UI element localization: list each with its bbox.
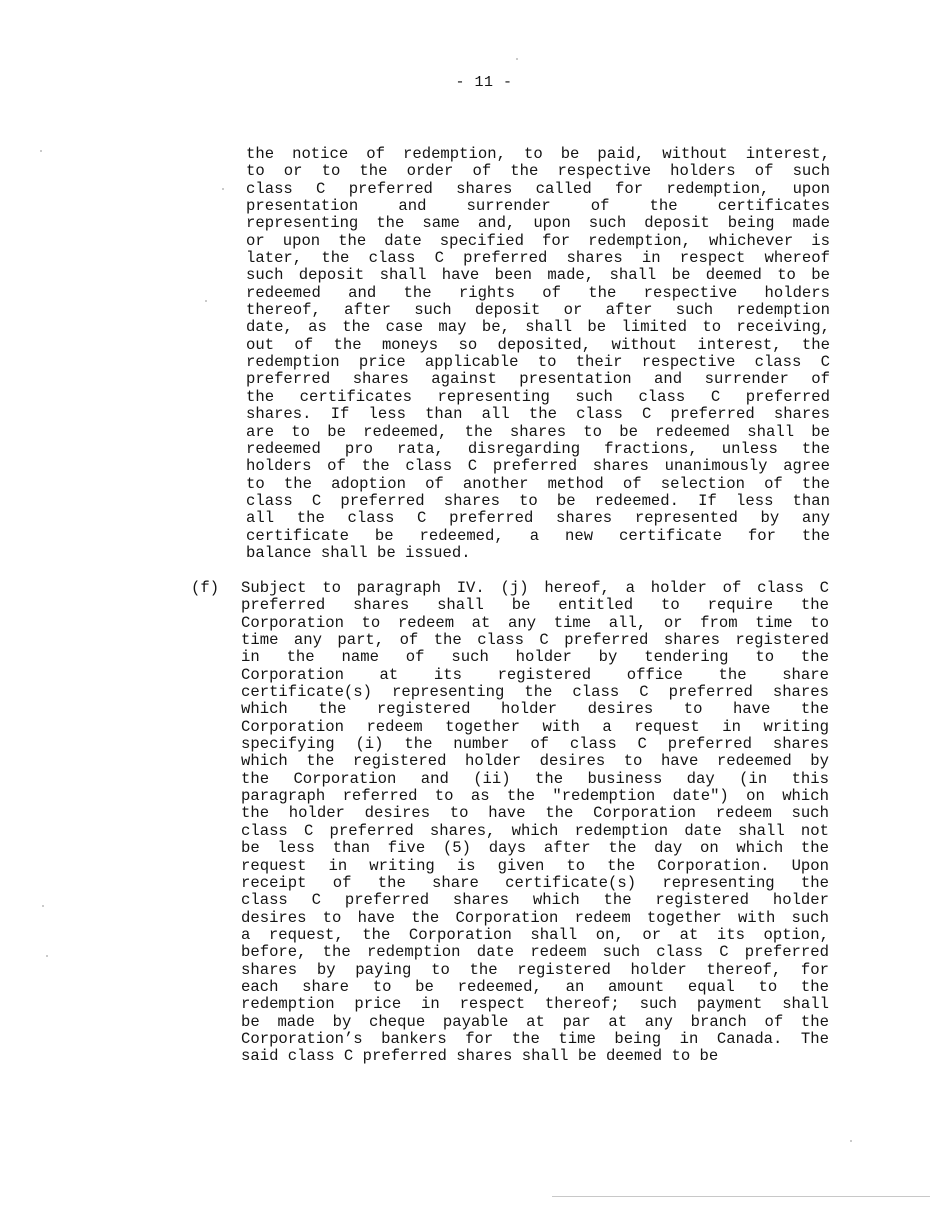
- text-line: the holder desires to have the Corporation redeem such: [241, 804, 829, 823]
- text-line: Corporation redeem together with a request in writing: [241, 717, 829, 736]
- text-line: each share to be redeemed, an amount equal to the: [241, 977, 829, 996]
- text-line: certificate be redeemed, a new certificate for the: [246, 526, 830, 545]
- text-line: representing the same and, upon such deposit being made: [246, 214, 830, 233]
- scan-speck: [46, 955, 48, 957]
- text-line: class C preferred shares, which redemption date shall not: [241, 821, 829, 840]
- text-line: be made by cheque payable at par at any branch of the: [241, 1012, 829, 1031]
- text-line: such deposit shall have been made, shall be deemed to be: [246, 266, 830, 285]
- text-line: request in writing is given to the Corporation. Upon: [241, 856, 829, 875]
- text-line: receipt of the share certificate(s) representing the: [241, 873, 829, 892]
- text-line: which the registered holder desires to have the: [241, 700, 829, 719]
- text-line: class C preferred shares to be redeemed. If less than: [246, 491, 830, 510]
- text-line: holders of the class C preferred shares unanimously agree: [246, 457, 830, 476]
- text-line: all the class C preferred shares represented by any: [246, 509, 830, 528]
- text-line: redemption price in respect thereof; such payment shall: [241, 995, 829, 1014]
- scan-speck: [40, 150, 42, 152]
- text-line: specifying (i) the number of class C preferred shares: [241, 735, 829, 754]
- text-line: shares. If less than all the class C preferred shares: [246, 405, 830, 424]
- text-line: Subject to paragraph IV. (j) hereof, a holder of class C: [241, 579, 829, 597]
- scan-speck: [222, 188, 224, 190]
- text-line: Corporation at its registered office the share: [241, 665, 829, 684]
- paragraph-f-holder-redemption: [241, 580, 829, 1066]
- text-line: later, the class C preferred shares in respect whereof: [246, 249, 830, 268]
- paragraph-f-marker: (f): [191, 579, 220, 597]
- text-line: redeemed pro rata, disregarding fractions, unless the: [246, 439, 830, 458]
- page-number: - 11 -: [455, 74, 513, 91]
- text-line: Corporation to redeem at any time all, or from time to: [241, 613, 829, 632]
- text-line: thereof, after such deposit or after such redemption: [246, 301, 830, 320]
- text-line: redemption price applicable to their respective class C: [246, 353, 830, 372]
- text-line: be less than five (5) days after the day on which the: [241, 839, 829, 858]
- continued-redemption-paragraph: [246, 146, 830, 562]
- text-line: Corporation’s bankers for the time being in Canada. The: [241, 1029, 829, 1048]
- text-line: to the adoption of another method of selection of the: [246, 474, 830, 493]
- text-line: certificate(s) representing the class C preferred shares: [241, 683, 829, 702]
- text-line: said class C preferred shares shall be deemed to be: [241, 1047, 719, 1066]
- text-line: desires to have the Corporation redeem together with such: [241, 908, 829, 927]
- text-line: out of the moneys so deposited, without interest, the: [246, 335, 830, 354]
- text-line: before, the redemption date redeem such class C preferred: [241, 943, 829, 962]
- text-line: date, as the case may be, shall be limited to receiving,: [246, 318, 830, 337]
- text-line: or upon the date specified for redemption, whichever is: [246, 231, 830, 250]
- text-line: class C preferred shares called for redemption, upon: [246, 179, 830, 198]
- text-line: time any part, of the class C preferred shares registered: [241, 631, 829, 650]
- text-line: a request, the Corporation shall on, or at its option,: [241, 925, 829, 944]
- text-line: presentation and surrender of the certificates: [246, 197, 830, 216]
- text-line: paragraph referred to as the "redemption date") on which: [241, 787, 829, 806]
- scan-speck: [42, 905, 44, 907]
- text-line: the Corporation and (ii) the business day (in this: [241, 769, 829, 788]
- text-line: class C preferred shares which the registered holder: [241, 891, 829, 910]
- scan-edge-line: [552, 1196, 930, 1197]
- text-line: preferred shares shall be entitled to require the: [241, 596, 829, 615]
- text-line: redeemed and the rights of the respective holders: [246, 283, 830, 302]
- text-line: are to be redeemed, the shares to be redeemed shall be: [246, 422, 830, 441]
- scan-speck: [205, 300, 207, 302]
- text-line: balance shall be issued.: [246, 543, 471, 562]
- text-line: the notice of redemption, to be paid, without interest,: [246, 145, 830, 163]
- text-line: preferred shares against presentation and surrender of: [246, 370, 830, 389]
- text-line: in the name of such holder by tendering to the: [241, 648, 829, 667]
- text-line: the certificates representing such class C preferred: [246, 387, 830, 406]
- scan-speck: [516, 58, 518, 60]
- scan-speck: [850, 1140, 852, 1142]
- text-line: which the registered holder desires to have redeemed by: [241, 752, 829, 771]
- text-line: to or to the order of the respective holders of such: [246, 162, 830, 181]
- text-line: shares by paying to the registered holder thereof, for: [241, 960, 829, 979]
